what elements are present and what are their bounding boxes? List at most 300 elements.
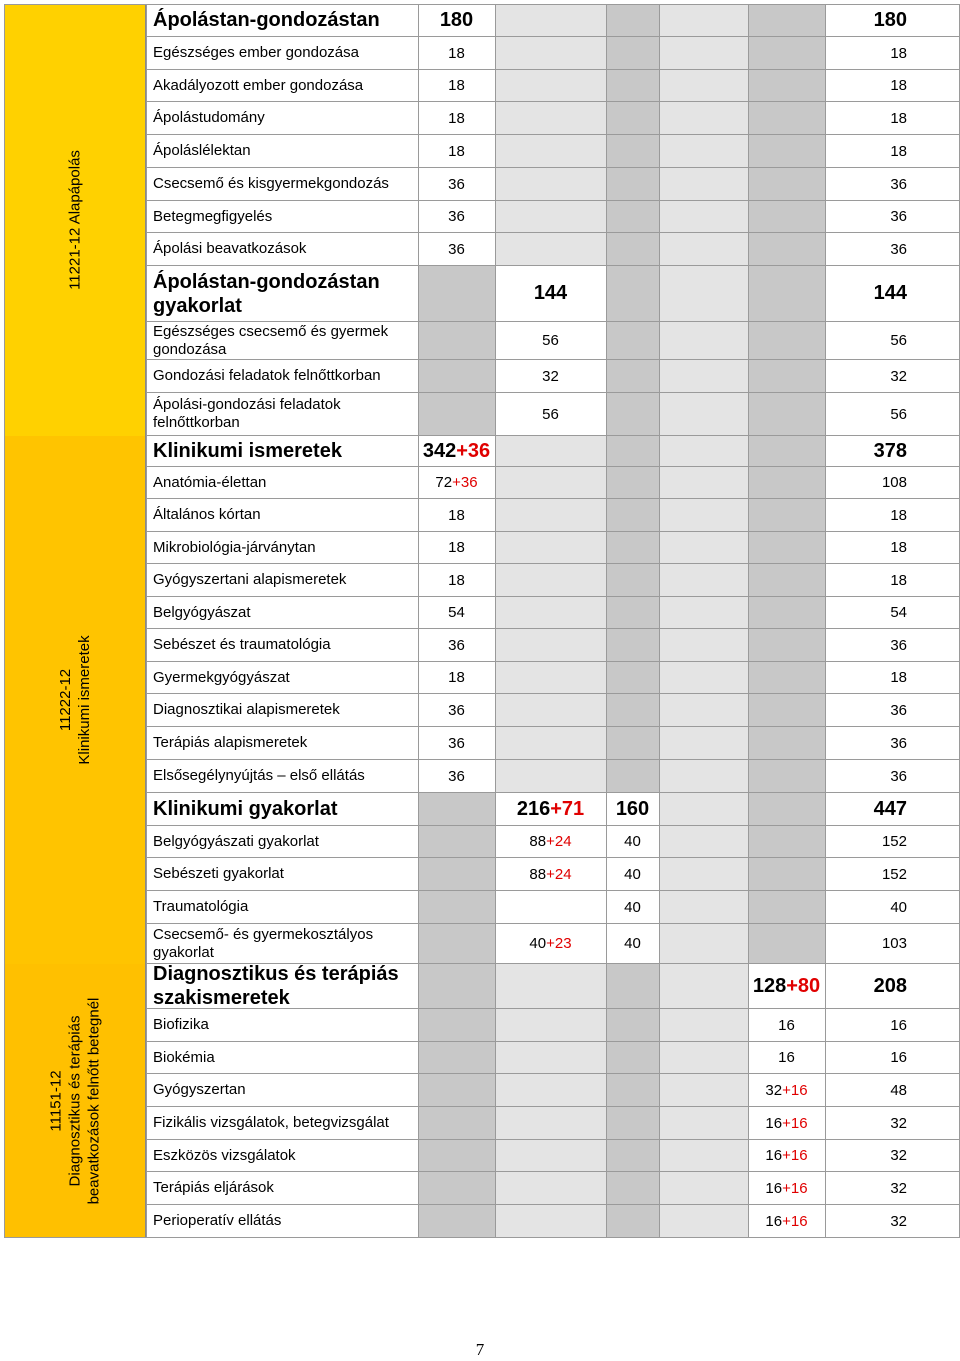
empty-cell [748,694,825,726]
hours-value [418,201,495,232]
subject-name: Egészséges csecsemő és gyermek gondozása [153,322,389,358]
hours-value [495,891,606,923]
empty-cell [606,360,659,392]
empty-cell [606,467,659,498]
empty-cell [495,201,606,232]
empty-cell [659,168,748,200]
subject-name: Biofizika [153,1016,209,1033]
subject-name: Belgyógyászati gyakorlat [153,832,319,850]
hours-value [495,393,606,435]
subject-name: Eszközös vizsgálatok [153,1146,296,1164]
empty-cell [418,393,495,435]
empty-cell [606,564,659,596]
empty-cell [659,1009,748,1041]
empty-cell [748,793,825,825]
empty-cell [659,760,748,792]
empty-cell [606,629,659,661]
module-label-text: 11151-12 Diagnosztikus és terápiás beavatkozások felnőtt betegnél [47,997,102,1205]
table-row [146,201,959,233]
empty-cell [659,360,748,392]
empty-cell [418,1140,495,1171]
hours-base: 180 [439,8,474,31]
hours-base: 16 [778,1049,795,1066]
hours-total: 18 [890,109,907,127]
hours-total: 18 [890,539,907,556]
subject-name: Csecsemő- és gyermekosztályos gyakorlat [153,925,374,961]
module-label-text: 11222-12 Klinikumi ismeretek [56,635,93,765]
table-row [146,135,959,168]
empty-cell [748,826,825,857]
empty-cell [659,662,748,693]
hours-total: 36 [890,208,907,225]
table-row [146,891,959,924]
hours-total: 56 [890,332,907,349]
empty-cell [659,1107,748,1139]
empty-cell [606,168,659,200]
empty-cell [606,694,659,726]
subject-name: Terápiás alapismeretek [153,734,308,751]
empty-cell [606,436,659,466]
hours-total: 32 [890,1147,907,1164]
hours-base: 32 [765,1081,783,1099]
grid-line [748,4,749,1238]
hours-total: 18 [890,44,907,62]
hours-total: 36 [890,701,907,719]
table-row [146,467,959,499]
subject-name: Fizikális vizsgálatok, betegvizsgálat [153,1114,389,1131]
table-row [146,564,959,597]
empty-cell [606,1172,659,1204]
hours-extra: +16 [782,1179,808,1197]
hours-total: 447 [873,797,907,820]
grid-line [4,4,959,5]
table-row [146,1205,959,1238]
empty-cell [495,4,606,36]
hours-value [418,564,495,596]
hours-value [418,436,495,466]
empty-cell [659,37,748,69]
hours-extra: +80 [786,974,821,997]
empty-cell [748,233,825,265]
empty-cell [659,436,748,466]
hours-total: 18 [890,571,907,589]
hours-base: 32 [542,367,559,385]
hours-base: 72 [435,474,453,491]
hours-additional: 160 [615,797,650,820]
hours-base: 36 [448,636,465,654]
hours-value [418,467,495,498]
hours-total: 103 [881,935,907,952]
empty-cell [606,727,659,759]
table-row [146,1042,959,1074]
subject-name: Gyógyszertani alapismeretek [153,571,347,588]
hours-value [748,1074,825,1106]
hours-total: 36 [890,175,907,193]
hours-base: 216 [516,797,551,820]
hours-total: 208 [873,974,907,997]
subject-name: Mikrobiológia-járványtan [153,538,316,556]
hours-base: 16 [765,1179,783,1197]
empty-cell [748,135,825,167]
empty-cell [659,135,748,167]
hours-base: 88 [529,865,547,883]
hours-value [748,1009,825,1041]
module-label-diagnosztikus [4,964,146,1238]
hours-base: 56 [542,332,559,349]
table-row [146,499,959,532]
hours-value [748,1107,825,1139]
empty-cell [659,891,748,923]
empty-cell [418,891,495,923]
hours-value [495,322,606,359]
hours-extra: +24 [546,865,572,883]
section-header-row [146,436,959,467]
empty-cell [495,436,606,466]
section-header-row [146,964,959,1009]
hours-total: 48 [890,1081,907,1099]
hours-base: 40 [529,935,547,952]
empty-cell [495,1107,606,1139]
section-header-row [146,4,959,37]
empty-cell [495,727,606,759]
hours-additional: 40 [624,865,641,883]
empty-cell [659,629,748,661]
hours-value [418,629,495,661]
hours-base: 16 [778,1016,795,1034]
empty-cell [659,532,748,563]
table-row [146,1140,959,1172]
hours-total: 36 [890,636,907,654]
empty-cell [748,266,825,321]
empty-cell [606,532,659,563]
table-row [146,532,959,564]
module-label-klinikumi [4,436,146,964]
page-number: 7 [475,1340,485,1359]
table-row [146,924,959,964]
hours-base: 18 [448,669,465,686]
empty-cell [606,1009,659,1041]
empty-cell [748,858,825,890]
empty-cell [606,1205,659,1237]
empty-cell [659,467,748,498]
hours-value [495,858,606,890]
empty-cell [659,597,748,628]
subject-name: Ápolástan-gondozástan [153,9,380,31]
empty-cell [606,102,659,134]
subject-name: Sebészet és traumatológia [153,636,331,653]
table-row [146,70,959,102]
empty-cell [495,964,606,1008]
hours-extra: +36 [456,439,491,462]
empty-cell [418,266,495,321]
empty-cell [418,1042,495,1073]
hours-total: 32 [890,367,907,385]
hours-total: 40 [890,898,907,916]
empty-cell [748,532,825,563]
table-row [146,858,959,891]
subject-name: Gyógyszertan [153,1081,246,1098]
hours-base: 36 [448,208,465,225]
empty-cell [495,135,606,167]
empty-cell [418,1009,495,1041]
empty-cell [659,858,748,890]
subject-name: Ápoláslélektan [153,142,251,159]
hours-base: 36 [448,767,465,785]
empty-cell [659,727,748,759]
hours-base: 88 [529,833,547,850]
hours-value [418,760,495,792]
empty-cell [606,499,659,531]
table-row [146,727,959,760]
empty-cell [495,597,606,628]
empty-cell [606,1107,659,1139]
hours-base: 16 [765,1147,783,1164]
hours-total: 56 [890,405,907,423]
empty-cell [659,201,748,232]
empty-cell [606,393,659,435]
empty-cell [418,360,495,392]
hours-value [495,360,606,392]
empty-cell [748,70,825,101]
grid-line [495,4,496,1238]
hours-total: 32 [890,1179,907,1197]
hours-base: 36 [448,175,465,193]
grid-line [825,4,826,1238]
hours-extra: +36 [452,474,478,491]
table-row [146,393,959,436]
hours-additional: 40 [624,833,641,850]
table-row [146,662,959,694]
empty-cell [748,924,825,963]
module-label-text: 11221-12 Alapápolás [66,150,83,290]
grid-line [659,4,660,1238]
subject-name: Perioperatív ellátás [153,1212,282,1229]
empty-cell [418,1172,495,1204]
hours-total: 36 [890,240,907,258]
hours-value [418,233,495,265]
hours-value [418,4,495,36]
hours-value [418,662,495,693]
empty-cell [659,793,748,825]
subject-name: Biokémia [153,1048,215,1066]
hours-base: 128 [752,974,787,997]
table-row [146,37,959,70]
empty-cell [659,499,748,531]
empty-cell [748,467,825,498]
empty-cell [606,37,659,69]
empty-cell [748,4,825,36]
subject-name: Gondozási feladatok felnőttkorban [153,367,381,384]
hours-total: 180 [873,8,907,31]
empty-cell [748,436,825,466]
empty-cell [418,964,495,1008]
hours-total: 108 [881,474,907,491]
empty-cell [495,760,606,792]
subject-name: Anatómia-élettan [153,473,267,491]
empty-cell [659,694,748,726]
empty-cell [748,393,825,435]
empty-cell [748,891,825,923]
subject-name: Betegmegfigyelés [153,207,273,225]
empty-cell [495,532,606,563]
empty-cell [659,1074,748,1106]
hours-total: 152 [881,865,907,883]
empty-cell [748,201,825,232]
hours-base: 18 [448,109,465,127]
hours-total: 32 [890,1212,907,1230]
empty-cell [495,564,606,596]
empty-cell [495,1009,606,1041]
empty-cell [748,564,825,596]
subject-name: Sebészeti gyakorlat [153,865,284,882]
hours-base: 18 [448,571,465,589]
hours-value [748,1042,825,1073]
subject-name: Klinikumi ismeretek [153,440,342,462]
empty-cell [495,102,606,134]
hours-total: 36 [890,767,907,785]
empty-cell [418,322,495,359]
empty-cell [659,322,748,359]
hours-value [418,70,495,101]
subject-name: Ápolási-gondozási feladatok felnőttkorban [153,396,341,431]
hours-extra: +16 [782,1147,808,1164]
hours-base: 54 [448,604,465,621]
hours-value [748,1140,825,1171]
subject-name: Ápolástudomány [153,109,265,126]
subject-name: Általános kórtan [153,506,261,523]
empty-cell [748,662,825,693]
empty-cell [606,964,659,1008]
hours-base: 56 [542,405,559,423]
empty-cell [418,1205,495,1237]
hours-value [495,266,606,321]
hours-base: 36 [448,734,465,752]
subject-name: Terápiás eljárások [153,1179,274,1196]
hours-base: 18 [448,142,465,160]
hours-value [418,168,495,200]
empty-cell [606,1074,659,1106]
empty-cell [495,233,606,265]
subject-name: Diagnosztikai alapismeretek [153,701,340,718]
hours-total: 32 [890,1114,907,1132]
empty-cell [748,168,825,200]
empty-cell [495,168,606,200]
empty-cell [606,266,659,321]
hours-value [495,826,606,857]
empty-cell [495,629,606,661]
module-label-alapapolas [4,4,146,436]
empty-cell [659,564,748,596]
empty-cell [606,201,659,232]
hours-value [418,37,495,69]
hours-base: 16 [765,1114,783,1132]
table-row [146,1074,959,1107]
table-row [146,1172,959,1205]
hours-base: 18 [448,44,465,62]
hours-total: 18 [890,669,907,686]
empty-cell [495,467,606,498]
empty-cell [748,37,825,69]
hours-total: 18 [890,506,907,524]
hours-value [748,964,825,1008]
empty-cell [606,597,659,628]
hours-base: 18 [448,77,465,94]
empty-cell [748,499,825,531]
grid-line [418,4,419,1238]
subject-name: Traumatológia [153,898,249,915]
hours-total: 36 [890,734,907,752]
empty-cell [748,322,825,359]
hours-extra: +16 [782,1114,808,1132]
hours-value [748,1205,825,1237]
table-row [146,1009,959,1042]
hours-value [418,102,495,134]
empty-cell [659,102,748,134]
subject-name: Elsősegélynyújtás – első ellátás [153,767,365,784]
hours-base: 18 [448,539,465,556]
hours-value [418,597,495,628]
empty-cell [659,70,748,101]
empty-cell [659,1140,748,1171]
hours-base: 36 [448,701,465,719]
hours-additional: 40 [624,935,641,952]
empty-cell [495,1172,606,1204]
empty-cell [659,266,748,321]
empty-cell [748,760,825,792]
empty-cell [606,1140,659,1171]
subject-name: Egészséges ember gondozása [153,44,359,61]
grid-line [4,1237,959,1238]
subject-name: Belgyógyászat [153,603,251,621]
empty-cell [418,1107,495,1139]
grid-line [606,4,607,1238]
hours-total: 54 [890,604,907,621]
empty-cell [659,964,748,1008]
subject-name: Klinikumi gyakorlat [153,798,338,820]
section-header-row [146,266,959,322]
empty-cell [606,135,659,167]
empty-cell [418,826,495,857]
empty-cell [495,1074,606,1106]
hours-value [418,532,495,563]
empty-cell [606,1042,659,1073]
empty-cell [659,826,748,857]
hours-extra: +24 [546,833,572,850]
subject-name: Ápolástan-gondozástan gyakorlat [153,270,380,317]
hours-extra: +16 [782,1212,808,1230]
empty-cell [418,793,495,825]
empty-cell [495,662,606,693]
hours-total: 378 [873,439,907,462]
subject-name: Ápolási beavatkozások [153,240,307,257]
hours-total: 16 [890,1016,907,1034]
hours-total: 144 [873,282,907,304]
hours-extra: +71 [550,797,585,820]
empty-cell [748,597,825,628]
hours-base: 144 [533,282,568,304]
table-row [146,760,959,793]
section-header-row [146,793,959,826]
hours-total: 16 [890,1049,907,1066]
hours-total: 18 [890,77,907,94]
empty-cell [659,233,748,265]
hours-value [495,924,606,963]
empty-cell [659,1042,748,1073]
subject-name: Csecsemő és kisgyermekgondozás [153,175,389,192]
hours-value [418,499,495,531]
hours-extra: +23 [546,935,572,952]
empty-cell [748,102,825,134]
